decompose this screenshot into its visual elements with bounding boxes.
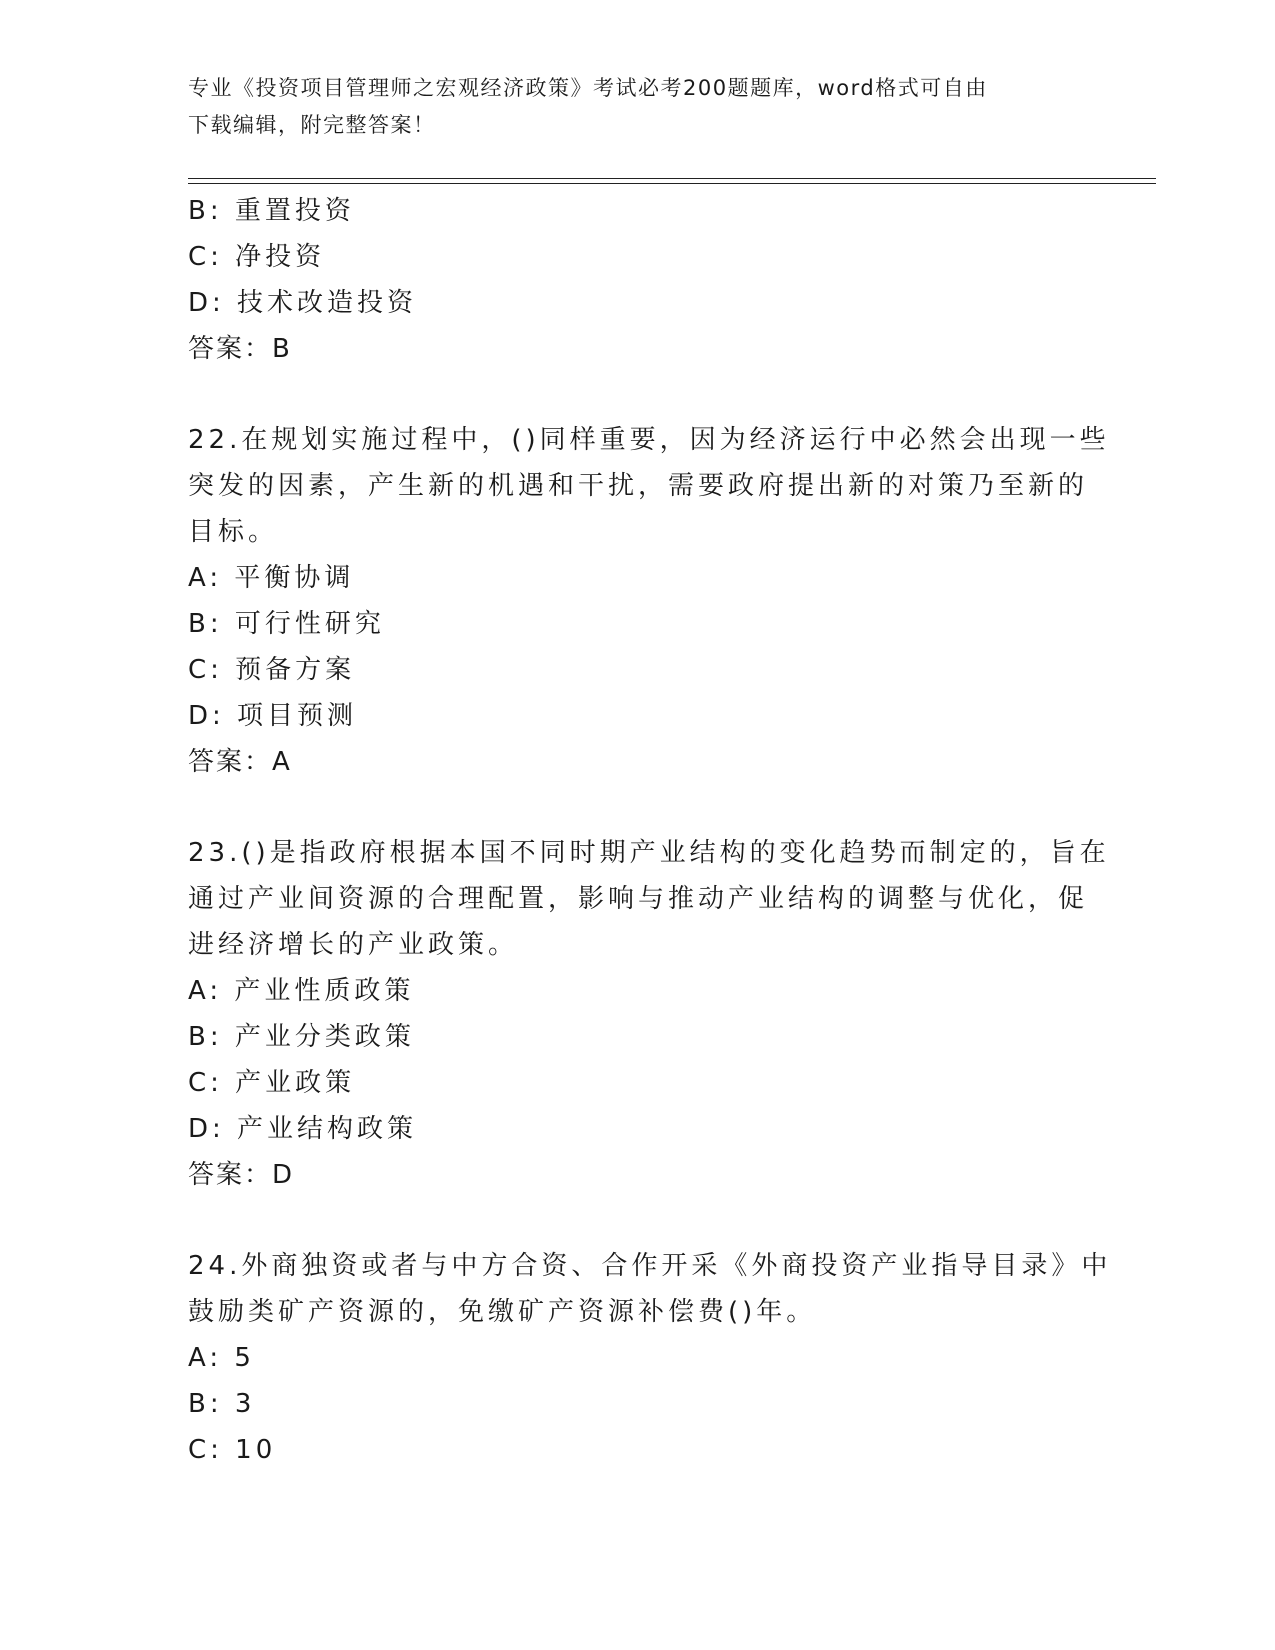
- option-b: B: 3: [188, 1389, 256, 1419]
- answer: 答案：A: [188, 747, 292, 777]
- question-text-line: 突发的因素，产生新的机遇和干扰，需要政府提出新的对策乃至新的: [188, 471, 1089, 501]
- question-text-line: 鼓励类矿产资源的，免缴矿产资源补偿费()年。: [188, 1297, 817, 1327]
- header-line-2: 下载编辑，附完整答案！: [188, 113, 436, 137]
- option-d: D: 产业结构政策: [188, 1114, 418, 1144]
- answer: 答案：D: [188, 1160, 295, 1190]
- question-21: [188, 188, 1078, 372]
- option-d: D: 技术改造投资: [188, 288, 418, 318]
- answer: 答案：B: [188, 334, 292, 364]
- document-header: [188, 70, 1088, 144]
- option-a: A: 5: [188, 1343, 255, 1373]
- header-line-1: 专业《投资项目管理师之宏观经济政策》考试必考200题题库，word格式可自由: [188, 76, 988, 100]
- option-a: A: 平衡协调: [188, 563, 355, 593]
- question-23: [188, 830, 1110, 1198]
- option-c: C: 产业政策: [188, 1068, 356, 1098]
- option-b: B: 产业分类政策: [188, 1022, 415, 1052]
- option-d: D: 项目预测: [188, 701, 358, 731]
- option-c: C: 净投资: [188, 242, 326, 272]
- question-22: [188, 417, 1110, 785]
- question-text-line: 进经济增长的产业政策。: [188, 930, 519, 960]
- question-text-line: 通过产业间资源的合理配置，影响与推动产业结构的调整与优化，促: [188, 884, 1089, 914]
- header-rule-top: [188, 178, 1156, 179]
- document-body: [188, 188, 1112, 1473]
- header-rule-bottom: [188, 183, 1156, 184]
- option-c: C: 10: [188, 1435, 277, 1465]
- option-b: B: 重置投资: [188, 196, 355, 226]
- question-text-line: 24.外商独资或者与中方合资、合作开采《外商投资产业指导目录》中: [188, 1251, 1112, 1281]
- question-24: [188, 1243, 1112, 1473]
- question-text-line: 23.()是指政府根据本国不同时期产业结构的变化趋势而制定的，旨在: [188, 838, 1110, 868]
- option-b: B: 可行性研究: [188, 609, 385, 639]
- question-text-line: 22.在规划实施过程中，()同样重要，因为经济运行中必然会出现一些: [188, 425, 1110, 455]
- option-c: C: 预备方案: [188, 655, 356, 685]
- question-text-line: 目标。: [188, 517, 279, 547]
- option-a: A: 产业性质政策: [188, 976, 415, 1006]
